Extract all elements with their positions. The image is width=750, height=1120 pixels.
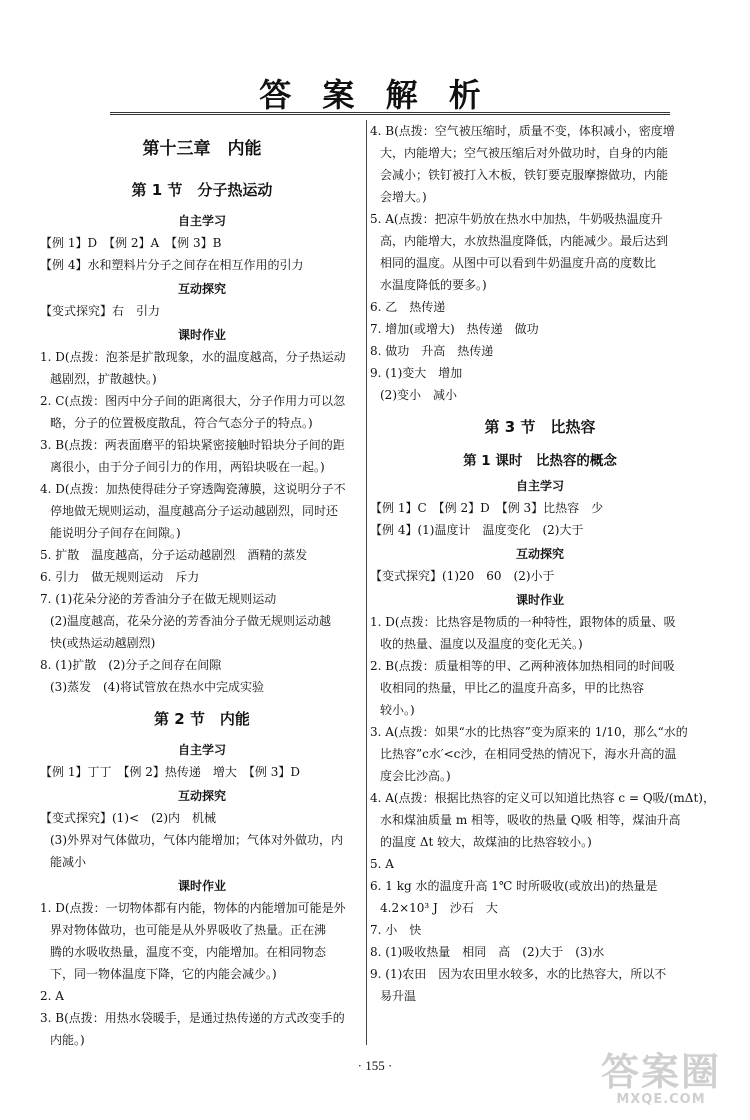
column-divider bbox=[366, 120, 367, 1045]
answer-line: 4.2×10³ J 沙石 大 bbox=[380, 901, 498, 915]
section-2-title: 第 2 节 内能 bbox=[154, 710, 250, 728]
answer-line: 7. (1)花朵分泌的芳香油分子在做无规则运动 bbox=[40, 592, 277, 606]
answer-line: 会增大。) bbox=[380, 190, 427, 204]
page-number: · 155 · bbox=[357, 1058, 393, 1073]
answer-line: 能说明分子间存在间隙。) bbox=[50, 526, 181, 540]
answer-line: 7. 增加(或增大) 热传递 做功 bbox=[370, 322, 539, 336]
answer-line: 1. D(点拨：比热容是物质的一种特性，跟物体的质量、吸 bbox=[370, 615, 676, 629]
answer-line: 越剧烈，扩散越快。) bbox=[50, 372, 157, 386]
answer-line: 比热容”c水′<c沙，在相同受热的情况下，海水升高的温 bbox=[380, 747, 677, 761]
answer-line: 9. (1)农田 因为农田里水较多，水的比热容大，所以不 bbox=[370, 967, 667, 981]
answer-line: 腾的水吸收热量，温度不变，内能增加。在相同物态 bbox=[50, 945, 327, 959]
lesson-1-title: 第 1 课时 比热容的概念 bbox=[463, 453, 617, 469]
answer-line: (3)外界对气体做功，气体内能增加；气体对外做功，内 bbox=[50, 833, 344, 847]
answer-line: 高，内能增大，水放热温度降低，内能减少。最后达到 bbox=[380, 234, 669, 248]
answer-line: 6. 1 kg 水的温度升高 1℃ 时所吸收(或放出)的热量是 bbox=[370, 879, 658, 893]
subheading-hudong: 互动探究 bbox=[177, 789, 226, 803]
answer-line: 快(或热运动越剧烈) bbox=[50, 636, 156, 650]
answer-line: 8. (1)扩散 (2)分子之间存在间隙 bbox=[40, 658, 222, 672]
watermark-text: 答案圈 bbox=[600, 1050, 721, 1094]
answer-line: 大，内能增大；空气被压缩后对外做功时，自身的内能 bbox=[380, 146, 669, 160]
answer-line: 相同的温度。从图中可以看到牛奶温度升高的度数比 bbox=[380, 256, 657, 270]
answer-line: 【例 1】D 【例 2】A 【例 3】B bbox=[40, 236, 222, 250]
answer-line: 会减小；铁钉被打入木板，铁钉要克服摩擦做功，内能 bbox=[380, 168, 669, 182]
answer-line: 1. D(点拨：泡茶是扩散现象，水的温度越高，分子热运动 bbox=[40, 350, 346, 364]
right-column bbox=[370, 120, 715, 1007]
answer-line: 5. A(点拨：把凉牛奶放在热水中加热，牛奶吸热温度升 bbox=[370, 212, 663, 226]
subheading-zizhu: 自主学习 bbox=[515, 479, 564, 493]
answer-line: 的温度 Δt 较大，故煤油的比热容较小。) bbox=[380, 835, 592, 849]
answer-line: 8. (1)吸收热量 相同 高 (2)大于 (3)水 bbox=[370, 945, 605, 959]
section-1-title: 第 1 节 分子热运动 bbox=[131, 181, 273, 199]
subheading-keshi: 课时作业 bbox=[177, 879, 226, 893]
subheading-keshi: 课时作业 bbox=[515, 593, 564, 607]
answer-line: 水温度降低的要多。) bbox=[380, 278, 487, 292]
answer-line: 6. 乙 热传递 bbox=[370, 300, 446, 314]
subheading-zizhu: 自主学习 bbox=[177, 214, 226, 228]
answer-line: 4. A(点拨：根据比热容的定义可以知道比热容 c = Q吸/(mΔt)， bbox=[370, 791, 715, 805]
answer-line: 6. 引力 做无规则运动 斥力 bbox=[40, 570, 200, 584]
answer-line: 易升温 bbox=[380, 989, 417, 1003]
answer-line: 度会比沙高。) bbox=[380, 769, 451, 783]
subheading-keshi: 课时作业 bbox=[177, 328, 226, 342]
subheading-hudong: 互动探究 bbox=[515, 547, 564, 561]
answer-line: 【变式探究】(1)< (2)内 机械 bbox=[40, 811, 217, 825]
answer-line: 9. (1)变大 增加 bbox=[370, 366, 463, 380]
answer-line: 2. B(点拨：质量相等的甲、乙两种液体加热相同的时间吸 bbox=[370, 659, 675, 673]
chapter-title: 第十三章 内能 bbox=[142, 139, 262, 159]
answer-line: (2)变小 减小 bbox=[380, 388, 457, 402]
answer-line: 4. B(点拨：空气被压缩时，质量不变，体积减小，密度增 bbox=[370, 124, 675, 138]
page-title: 答 案 解 析 bbox=[259, 76, 491, 114]
answer-line: 3. B(点拨：两表面磨平的铅块紧密接触时铅块分子间的距 bbox=[40, 438, 345, 452]
watermark-url: MXQE.COM bbox=[616, 1092, 706, 1107]
left-column bbox=[40, 120, 364, 1051]
answer-line: 收的热量、温度以及温度的变化无关。) bbox=[380, 637, 583, 651]
answer-line: (2)温度越高，花朵分泌的芳香油分子做无规则运动越 bbox=[50, 614, 332, 628]
section-3-title: 第 3 节 比热容 bbox=[484, 418, 596, 436]
answer-line: 界对物体做功，也可能是从外界吸收了热量。正在沸 bbox=[50, 923, 327, 937]
title-rule bbox=[110, 112, 670, 115]
answer-line: 5. A bbox=[370, 857, 394, 871]
answer-line: 8. 做功 升高 热传递 bbox=[370, 344, 494, 358]
answer-line: 停地做无规则运动，温度越高分子运动越剧烈，同时还 bbox=[50, 504, 339, 518]
answer-line: 【例 4】水和塑料片分子之间存在相互作用的引力 bbox=[40, 258, 304, 272]
answer-line: 【变式探究】(1)20 60 (2)小于 bbox=[370, 569, 555, 583]
answer-line: 5. 扩散 温度越高，分子运动越剧烈 酒精的蒸发 bbox=[40, 548, 308, 562]
subheading-hudong: 互动探究 bbox=[177, 282, 226, 296]
answer-line: (3)蒸发 (4)将试管放在热水中完成实验 bbox=[50, 680, 264, 694]
answer-line: 较小。) bbox=[380, 703, 415, 717]
answer-line: 2. C(点拨：图丙中分子间的距离很大，分子作用力可以忽 bbox=[40, 394, 346, 408]
answer-line: 离很小，由于分子间引力的作用，两铅块吸在一起。) bbox=[50, 460, 325, 474]
answer-line: 内能。) bbox=[50, 1033, 85, 1047]
answer-line: 【例 1】丁丁 【例 2】热传递 增大 【例 3】D bbox=[40, 765, 300, 779]
answer-line: 【例 4】(1)温度计 温度变化 (2)大于 bbox=[370, 523, 584, 537]
answer-line: 1. D(点拨：一切物体都有内能，物体的内能增加可能是外 bbox=[40, 901, 346, 915]
answer-line: 2. A bbox=[40, 989, 64, 1003]
subheading-zizhu: 自主学习 bbox=[177, 743, 226, 757]
answer-line: 7. 小 快 bbox=[370, 923, 422, 937]
answer-line: 收相同的热量，甲比乙的温度升高多，甲的比热容 bbox=[380, 681, 645, 695]
answer-line: 下，同一物体温度下降，它的内能会减少。) bbox=[50, 967, 277, 981]
answer-line: 【例 1】C 【例 2】D 【例 3】比热容 少 bbox=[370, 501, 604, 515]
watermark-logo bbox=[586, 1052, 736, 1112]
answer-line: 【变式探究】右 引力 bbox=[40, 304, 161, 318]
answer-line: 3. B(点拨：用热水袋暖手，是通过热传递的方式改变手的 bbox=[40, 1011, 345, 1025]
answer-line: 4. D(点拨：加热使得硅分子穿透陶瓷薄膜，这说明分子不 bbox=[40, 482, 346, 496]
answer-line: 3. A(点拨：如果“水的比热容”变为原来的 1/10，那么“水的 bbox=[370, 725, 688, 739]
answer-line: 水和煤油质量 m 相等，吸收的热量 Q吸 相等，煤油升高 bbox=[380, 813, 681, 827]
answer-line: 略，分子的位置极度散乱，符合气态分子的特点。) bbox=[50, 416, 313, 430]
answer-line: 能减小 bbox=[50, 855, 87, 869]
